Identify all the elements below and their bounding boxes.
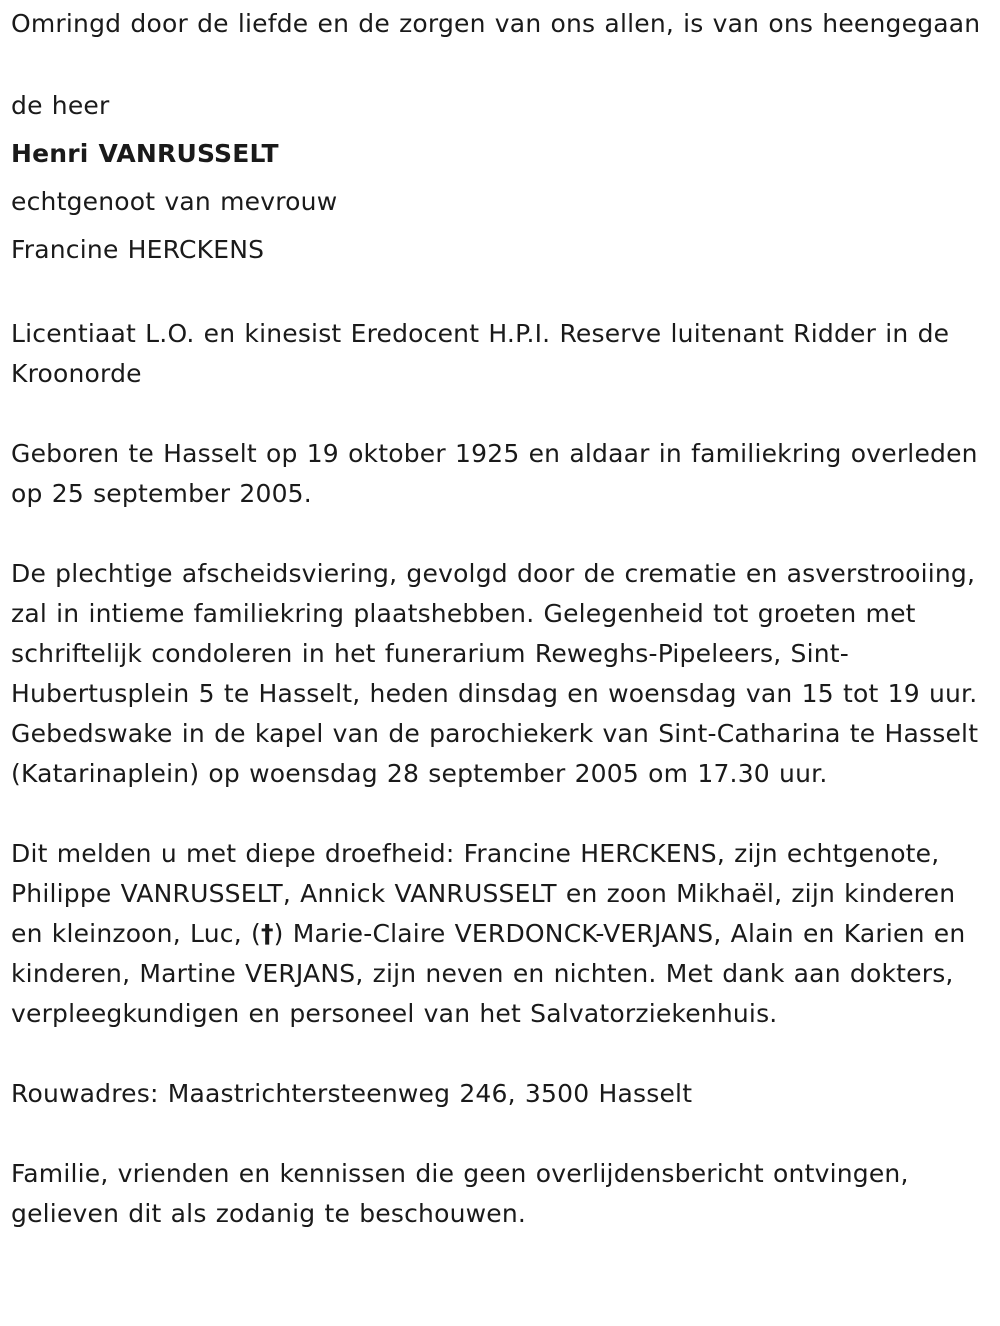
spacer bbox=[11, 794, 995, 834]
spacer bbox=[11, 514, 995, 554]
spouse-label: echtgenoot van mevrouw bbox=[11, 187, 338, 216]
announcement-part-2: ) Marie-Claire VERDONCK-VERJANS, Alain en Karien en kinderen, Martine VERJANS, zijn neven en nichten. Met dank aan dokters, verpleegkundigen en personeel van het Salvatorziekenhuis. bbox=[11, 919, 966, 1028]
intro-text: Omringd door de liefde en de zorgen van ons allen, is van ons heengegaan bbox=[11, 9, 981, 38]
ceremony-text: De plechtige afscheidsviering, gevolgd door de crematie en asverstrooiing, zal in intieme familiekring plaatshebben. Gelegenheid tot groeten met schriftelijk condoleren in het funerarium Reweghs-Pipeleers, Sint-Hubertusplein 5 te Hasselt, heden dinsdag en woensdag van 15 tot 19 uur. Gebedswake in de kapel van de parochiekerk van Sint-Catharina te Hasselt (Katarinaplein) op woensdag 28 september 2005 om 17.30 uur. bbox=[11, 559, 979, 788]
spouse-name: Francine HERCKENS bbox=[11, 235, 265, 264]
announcement-part-1: Dit melden u met diepe droefheid: Francine HERCKENS, zijn echtgenote, Philippe VANRUSSELT, Annick VANRUSSELT en zoon Mikhaël, zijn kinderen en kleinzoon, Luc, ( bbox=[11, 839, 956, 948]
spacer bbox=[11, 394, 995, 434]
name-block bbox=[11, 82, 995, 274]
spacer bbox=[11, 44, 995, 84]
spacer bbox=[11, 1114, 995, 1154]
obituary-document bbox=[11, 4, 995, 1234]
birth-death-text: Geboren te Hasselt op 19 oktober 1925 en aldaar in familiekring overleden op 25 september 2005. bbox=[11, 439, 978, 508]
honorary-titles: Licentiaat L.O. en kinesist Eredocent H.P.I. Reserve luitenant Ridder in de Kroonorde bbox=[11, 319, 950, 388]
cross-icon: † bbox=[260, 919, 274, 948]
closing-text: Familie, vrienden en kennissen die geen overlijdensbericht ontvingen, gelieven dit als zodanig te beschouwen. bbox=[11, 1159, 909, 1228]
announcement-text bbox=[11, 834, 995, 1034]
mourning-address: Rouwadres: Maastrichtersteenweg 246, 3500 Hasselt bbox=[11, 1079, 693, 1108]
title-prefix: de heer bbox=[11, 91, 110, 120]
spacer bbox=[11, 274, 995, 314]
spacer bbox=[11, 1034, 995, 1074]
deceased-name: Henri VANRUSSELT bbox=[11, 139, 279, 168]
